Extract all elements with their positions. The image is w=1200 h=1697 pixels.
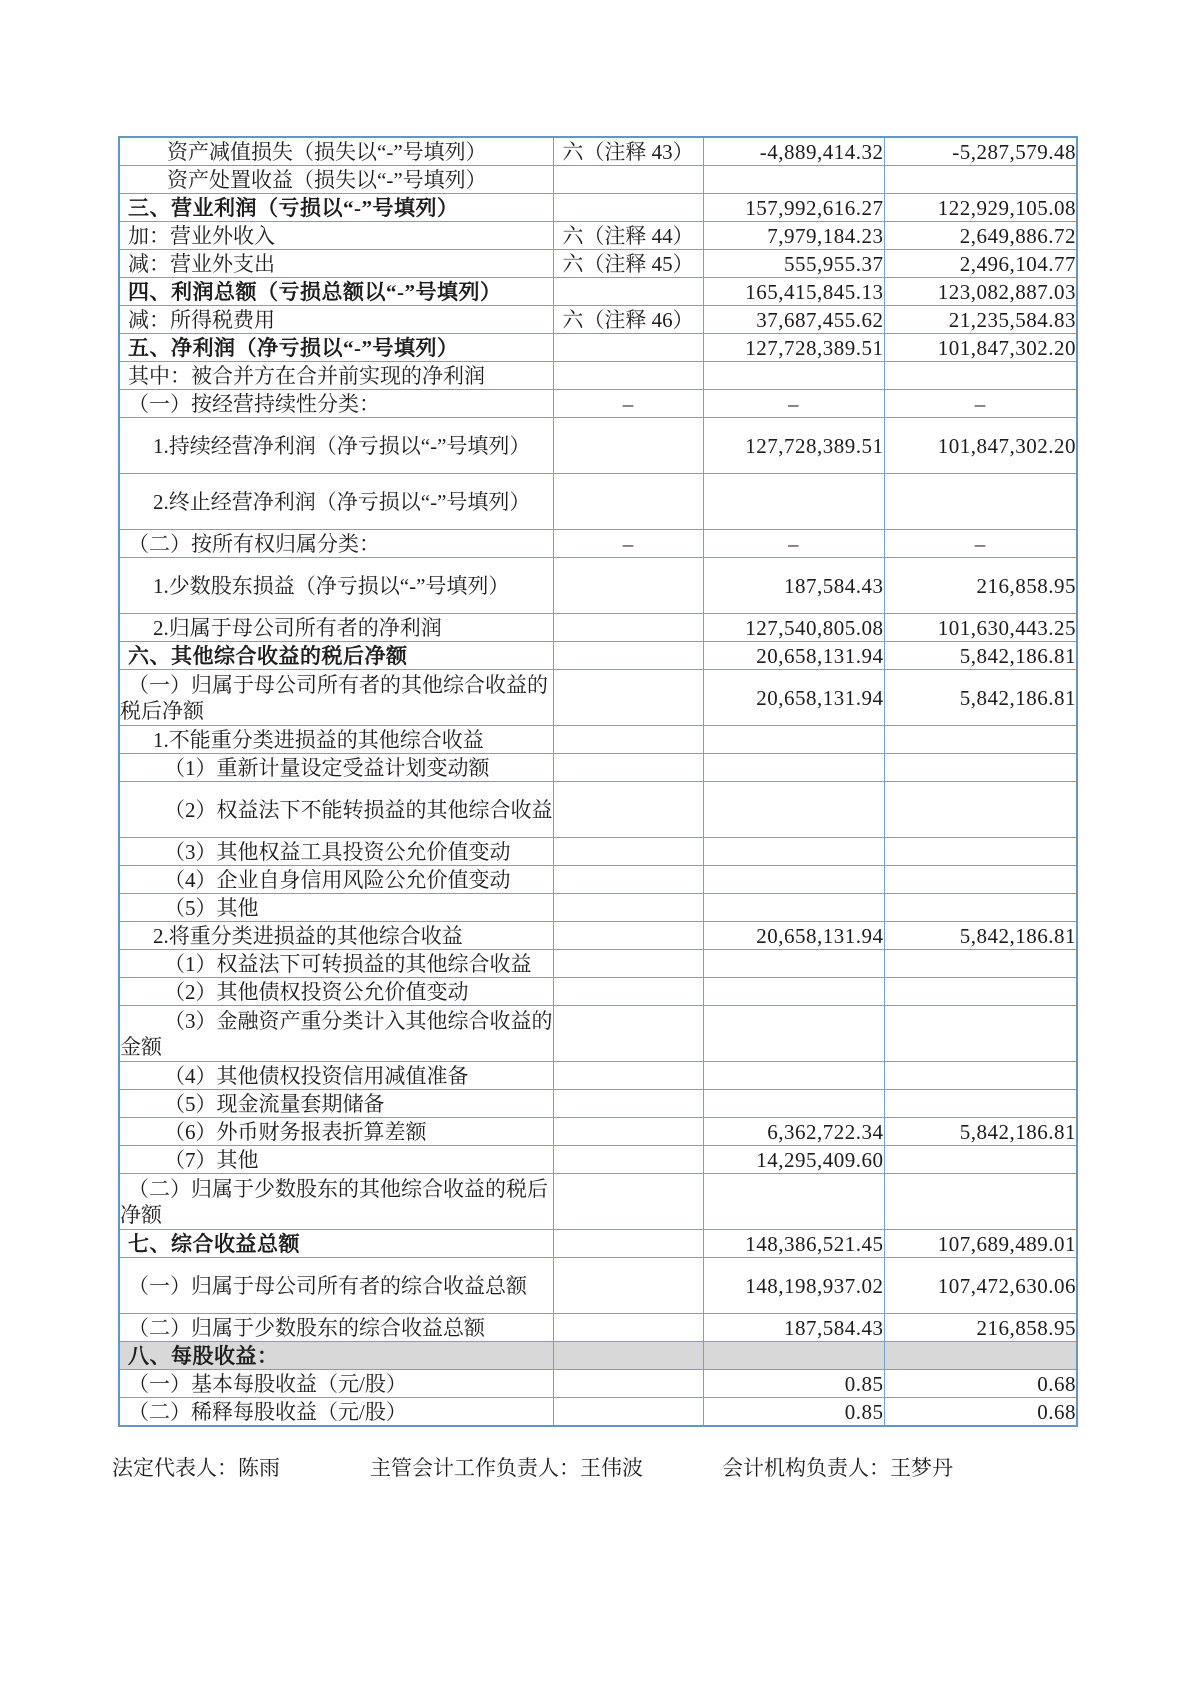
item-label-cell: （一）按经营持续性分类： [119, 390, 553, 418]
item-label-cell: 减：所得税费用 [119, 306, 553, 334]
note-reference-cell [553, 726, 703, 754]
table-row [119, 194, 1077, 222]
note-reference-cell [553, 1062, 703, 1090]
current-period-cell: 7,979,184.23 [703, 222, 884, 250]
item-label-cell: （二）归属于少数股东的综合收益总额 [119, 1314, 553, 1342]
prior-period-cell [884, 726, 1077, 754]
prior-period-cell: 107,689,489.01 [884, 1230, 1077, 1258]
current-period-cell: 20,658,131.94 [703, 922, 884, 950]
table-row [119, 866, 1077, 894]
current-period-cell: 127,728,389.51 [703, 418, 884, 474]
note-reference-cell [553, 1342, 703, 1370]
table-row [119, 278, 1077, 306]
current-period-cell [703, 1342, 884, 1370]
current-period-cell: 187,584.43 [703, 1314, 884, 1342]
prior-period-cell: 2,496,104.77 [884, 250, 1077, 278]
table-row [119, 782, 1077, 838]
note-reference-cell [553, 922, 703, 950]
item-label-cell: （二）稀释每股收益（元/股） [119, 1398, 553, 1427]
current-period-cell: 165,415,845.13 [703, 278, 884, 306]
current-period-cell [703, 950, 884, 978]
note-reference-cell [553, 362, 703, 390]
table-row [119, 334, 1077, 362]
item-label-cell: 八、每股收益： [119, 1342, 553, 1370]
prior-period-cell [884, 866, 1077, 894]
note-reference-cell [553, 866, 703, 894]
table-row [119, 418, 1077, 474]
current-period-cell [703, 1062, 884, 1090]
item-label-cell: 减：营业外支出 [119, 250, 553, 278]
table-row [119, 558, 1077, 614]
note-reference-cell [553, 1118, 703, 1146]
note-reference-cell: 六（注释 43） [553, 137, 703, 166]
table-row [119, 978, 1077, 1006]
note-reference-cell [553, 1314, 703, 1342]
current-period-cell: 127,728,389.51 [703, 334, 884, 362]
current-period-cell: 14,295,409.60 [703, 1146, 884, 1174]
note-reference-cell [553, 978, 703, 1006]
table-row [119, 1146, 1077, 1174]
table-row [119, 1006, 1077, 1062]
current-period-cell: 20,658,131.94 [703, 670, 884, 726]
item-label-cell: 1.少数股东损益（净亏损以“-”号填列） [119, 558, 553, 614]
current-period-cell: 187,584.43 [703, 558, 884, 614]
prior-period-cell [884, 950, 1077, 978]
current-period-cell [703, 1006, 884, 1062]
item-label-cell: （4）企业自身信用风险公允价值变动 [119, 866, 553, 894]
note-reference-cell [553, 1230, 703, 1258]
item-label-cell: 加：营业外收入 [119, 222, 553, 250]
current-period-cell: 6,362,722.34 [703, 1118, 884, 1146]
prior-period-cell: -5,287,579.48 [884, 137, 1077, 166]
note-reference-cell [553, 838, 703, 866]
prior-period-cell [884, 1146, 1077, 1174]
prior-period-cell: 5,842,186.81 [884, 922, 1077, 950]
item-label-cell: （一）归属于母公司所有者的其他综合收益的税后净额 [119, 670, 553, 726]
table-row [119, 642, 1077, 670]
prior-period-cell [884, 1090, 1077, 1118]
current-period-cell [703, 894, 884, 922]
item-label-cell: 2.将重分类进损益的其他综合收益 [119, 922, 553, 950]
item-label-cell: 七、综合收益总额 [119, 1230, 553, 1258]
current-period-cell [703, 1174, 884, 1230]
table-row [119, 838, 1077, 866]
note-reference-cell [553, 614, 703, 642]
current-period-cell: 555,955.37 [703, 250, 884, 278]
current-period-cell: 157,992,616.27 [703, 194, 884, 222]
income-statement-body [119, 137, 1077, 1426]
note-reference-cell [553, 642, 703, 670]
note-reference-cell [553, 1258, 703, 1314]
prior-period-cell: 122,929,105.08 [884, 194, 1077, 222]
prior-period-cell [884, 978, 1077, 1006]
item-label-cell: （2）其他债权投资公允价值变动 [119, 978, 553, 1006]
note-reference-cell [553, 1090, 703, 1118]
table-row [119, 726, 1077, 754]
note-reference-cell [553, 474, 703, 530]
current-period-cell [703, 1090, 884, 1118]
item-label-cell: （1）重新计量设定受益计划变动额 [119, 754, 553, 782]
item-label-cell: （6）外币财务报表折算差额 [119, 1118, 553, 1146]
item-label-cell: 2.终止经营净利润（净亏损以“-”号填列） [119, 474, 553, 530]
table-row [119, 1062, 1077, 1090]
table-row [119, 1174, 1077, 1230]
item-label-cell: 五、净利润（净亏损以“-”号填列） [119, 334, 553, 362]
note-reference-cell [553, 1146, 703, 1174]
table-row [119, 1258, 1077, 1314]
note-reference-cell [553, 1370, 703, 1398]
item-label-cell: （一）归属于母公司所有者的综合收益总额 [119, 1258, 553, 1314]
table-row [119, 390, 1077, 418]
current-period-cell: 0.85 [703, 1370, 884, 1398]
table-row [119, 306, 1077, 334]
table-row [119, 1342, 1077, 1370]
prior-period-cell [884, 1342, 1077, 1370]
prior-period-cell: – [884, 390, 1077, 418]
table-row [119, 362, 1077, 390]
note-reference-cell [553, 1398, 703, 1427]
note-reference-cell [553, 166, 703, 194]
current-period-cell [703, 726, 884, 754]
note-reference-cell: – [553, 530, 703, 558]
prior-period-cell [884, 362, 1077, 390]
item-label-cell: （二）按所有权归属分类： [119, 530, 553, 558]
note-reference-cell [553, 894, 703, 922]
prior-period-cell [884, 754, 1077, 782]
note-reference-cell [553, 754, 703, 782]
prior-period-cell [884, 1062, 1077, 1090]
prior-period-cell: 21,235,584.83 [884, 306, 1077, 334]
legal-representative-label: 法定代表人：陈雨 [112, 1456, 280, 1480]
table-row [119, 922, 1077, 950]
item-label-cell: 三、营业利润（亏损以“-”号填列） [119, 194, 553, 222]
note-reference-cell [553, 418, 703, 474]
current-period-cell: 37,687,455.62 [703, 306, 884, 334]
table-row [119, 670, 1077, 726]
note-reference-cell [553, 1174, 703, 1230]
note-reference-cell [553, 782, 703, 838]
note-reference-cell [553, 1006, 703, 1062]
prior-period-cell [884, 166, 1077, 194]
chief-accountant-label: 主管会计工作负责人：王伟波 [370, 1456, 643, 1480]
current-period-cell [703, 978, 884, 1006]
current-period-cell [703, 362, 884, 390]
prior-period-cell [884, 838, 1077, 866]
current-period-cell [703, 166, 884, 194]
table-row [119, 950, 1077, 978]
signatories-footer [112, 1452, 1112, 1482]
prior-period-cell: 0.68 [884, 1398, 1077, 1427]
table-row [119, 1314, 1077, 1342]
item-label-cell: 其中：被合并方在合并前实现的净利润 [119, 362, 553, 390]
current-period-cell: – [703, 390, 884, 418]
current-period-cell: 20,658,131.94 [703, 642, 884, 670]
table-row [119, 754, 1077, 782]
prior-period-cell: 5,842,186.81 [884, 1118, 1077, 1146]
item-label-cell: 1.持续经营净利润（净亏损以“-”号填列） [119, 418, 553, 474]
item-label-cell: 2.归属于母公司所有者的净利润 [119, 614, 553, 642]
prior-period-cell [884, 782, 1077, 838]
item-label-cell: （4）其他债权投资信用减值准备 [119, 1062, 553, 1090]
table-row [119, 166, 1077, 194]
table-row [119, 250, 1077, 278]
current-period-cell [703, 866, 884, 894]
item-label-cell: （一）基本每股收益（元/股） [119, 1370, 553, 1398]
note-reference-cell [553, 950, 703, 978]
item-label-cell: （2）权益法下不能转损益的其他综合收益 [119, 782, 553, 838]
table-row [119, 1090, 1077, 1118]
note-reference-cell: 六（注释 46） [553, 306, 703, 334]
accounting-org-head-label: 会计机构负责人：王梦丹 [722, 1456, 953, 1480]
current-period-cell [703, 474, 884, 530]
item-label-cell: （3）金融资产重分类计入其他综合收益的金额 [119, 1006, 553, 1062]
item-label-cell: （3）其他权益工具投资公允价值变动 [119, 838, 553, 866]
prior-period-cell: 101,630,443.25 [884, 614, 1077, 642]
table-row [119, 894, 1077, 922]
table-row [119, 474, 1077, 530]
prior-period-cell [884, 1174, 1077, 1230]
current-period-cell [703, 754, 884, 782]
prior-period-cell: 107,472,630.06 [884, 1258, 1077, 1314]
table-row [119, 137, 1077, 166]
prior-period-cell [884, 894, 1077, 922]
note-reference-cell [553, 194, 703, 222]
item-label-cell: 资产处置收益（损失以“-”号填列） [119, 166, 553, 194]
note-reference-cell: – [553, 390, 703, 418]
table-row [119, 530, 1077, 558]
prior-period-cell: 5,842,186.81 [884, 642, 1077, 670]
prior-period-cell: 216,858.95 [884, 1314, 1077, 1342]
table-row [119, 1118, 1077, 1146]
table-row [119, 1398, 1077, 1427]
table-row [119, 1370, 1077, 1398]
current-period-cell: 0.85 [703, 1398, 884, 1427]
current-period-cell: 127,540,805.08 [703, 614, 884, 642]
current-period-cell [703, 838, 884, 866]
prior-period-cell: 101,847,302.20 [884, 418, 1077, 474]
prior-period-cell: – [884, 530, 1077, 558]
current-period-cell: – [703, 530, 884, 558]
prior-period-cell: 123,082,887.03 [884, 278, 1077, 306]
note-reference-cell [553, 278, 703, 306]
note-reference-cell: 六（注释 44） [553, 222, 703, 250]
current-period-cell: -4,889,414.32 [703, 137, 884, 166]
prior-period-cell [884, 474, 1077, 530]
prior-period-cell: 0.68 [884, 1370, 1077, 1398]
item-label-cell: 资产减值损失（损失以“-”号填列） [119, 137, 553, 166]
item-label-cell: （5）现金流量套期储备 [119, 1090, 553, 1118]
item-label-cell: （5）其他 [119, 894, 553, 922]
item-label-cell: 四、利润总额（亏损总额以“-”号填列） [119, 278, 553, 306]
item-label-cell: 六、其他综合收益的税后净额 [119, 642, 553, 670]
income-statement-table [118, 136, 1078, 1427]
prior-period-cell [884, 1006, 1077, 1062]
item-label-cell: （二）归属于少数股东的其他综合收益的税后净额 [119, 1174, 553, 1230]
table-row [119, 222, 1077, 250]
item-label-cell: （1）权益法下可转损益的其他综合收益 [119, 950, 553, 978]
note-reference-cell: 六（注释 45） [553, 250, 703, 278]
current-period-cell: 148,386,521.45 [703, 1230, 884, 1258]
current-period-cell [703, 782, 884, 838]
item-label-cell: 1.不能重分类进损益的其他综合收益 [119, 726, 553, 754]
prior-period-cell: 101,847,302.20 [884, 334, 1077, 362]
prior-period-cell: 216,858.95 [884, 558, 1077, 614]
current-period-cell: 148,198,937.02 [703, 1258, 884, 1314]
note-reference-cell [553, 334, 703, 362]
prior-period-cell: 5,842,186.81 [884, 670, 1077, 726]
item-label-cell: （7）其他 [119, 1146, 553, 1174]
note-reference-cell [553, 558, 703, 614]
prior-period-cell: 2,649,886.72 [884, 222, 1077, 250]
table-row [119, 1230, 1077, 1258]
table-row [119, 614, 1077, 642]
note-reference-cell [553, 670, 703, 726]
